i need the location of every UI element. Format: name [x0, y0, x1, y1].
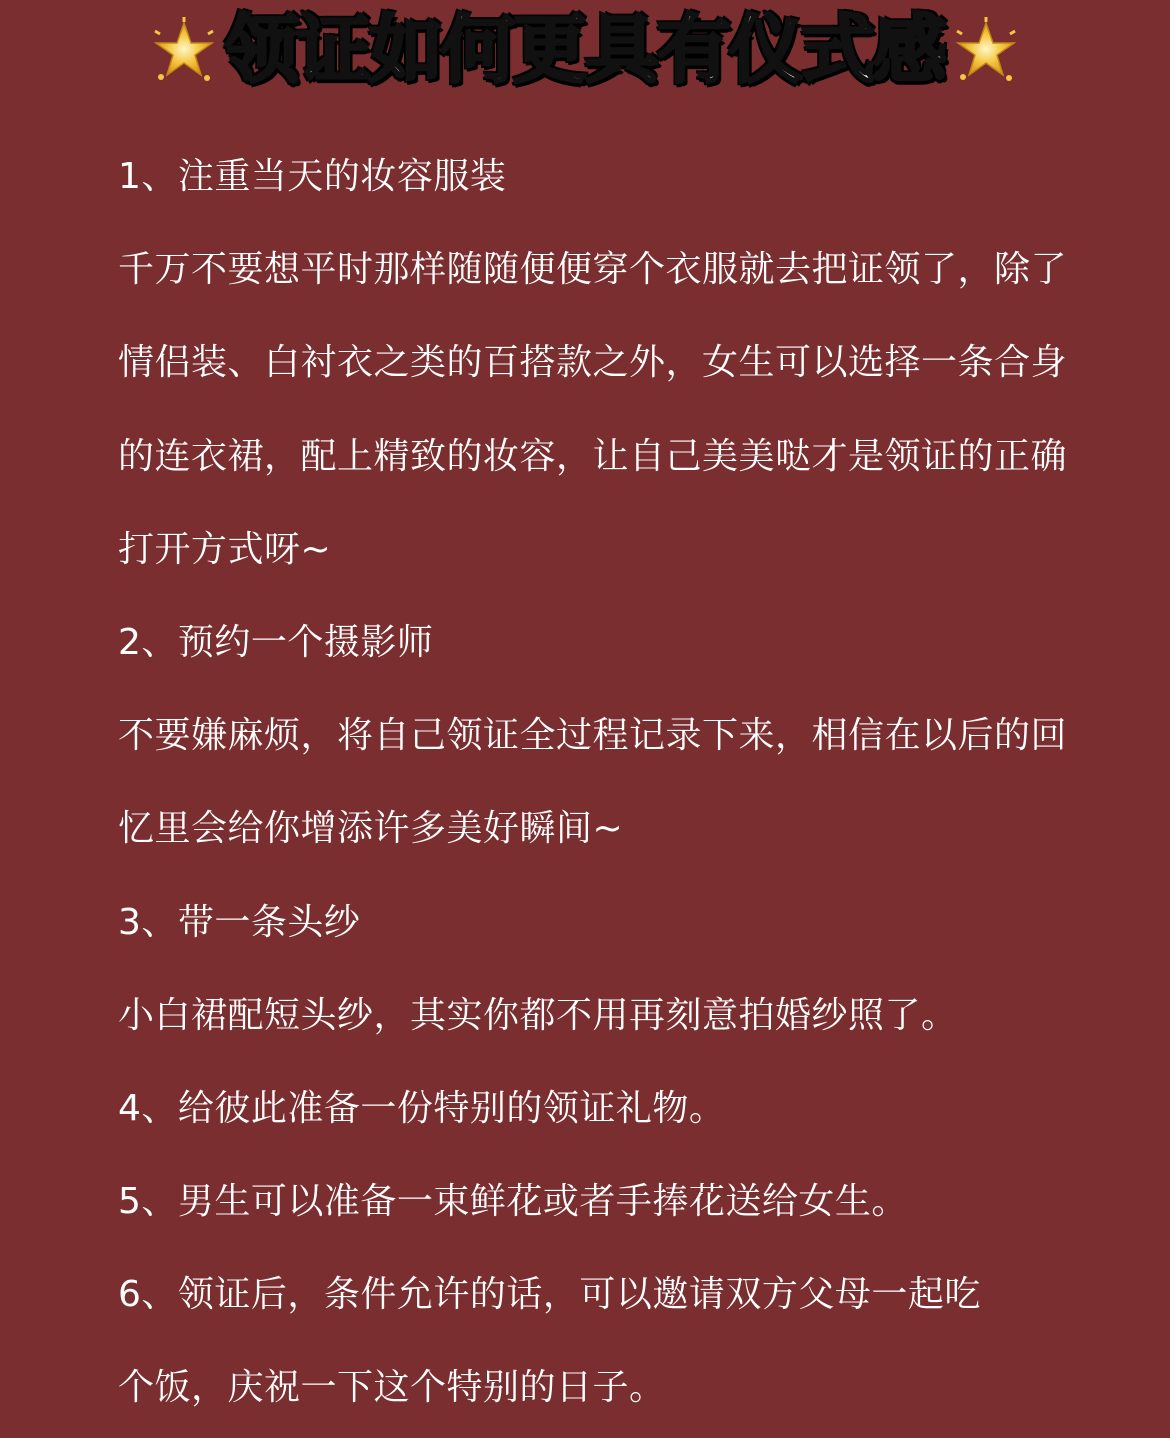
- paragraph-line: 不要嫌麻烦，将自己领证全过程记录下来，相信在以后的回: [118, 715, 1068, 757]
- paragraph-line: 情侣装、白衬衣之类的百搭款之外，女生可以选择一条合身: [118, 342, 1068, 384]
- paragraph-line: 的连衣裙，配上精致的妆容，让自己美美哒才是领证的正确: [118, 435, 1068, 477]
- paragraph-line: 千万不要想平时那样随随便便穿个衣服就去把证领了，除了: [118, 249, 1068, 291]
- heading-1: 1、注重当天的妆容服装: [118, 156, 507, 197]
- heading-3: 3、带一条头纱: [118, 901, 361, 943]
- paragraph-line: 个饭，庆祝一下这个特别的日子。: [118, 1367, 666, 1409]
- glowing-star-icon: [151, 17, 217, 83]
- paragraph-line: 打开方式呀~: [118, 528, 332, 570]
- item-6: 6、领证后，条件允许的话，可以邀请双方父母一起吃: [118, 1274, 981, 1316]
- article-body: [118, 130, 1138, 1435]
- item-5: 5、男生可以准备一束鲜花或者手捧花送给女生。: [118, 1181, 908, 1223]
- glowing-star-icon: [953, 17, 1019, 83]
- paragraph-line: 忆里会给你增添许多美好瞬间~: [118, 808, 624, 850]
- page-title: 领证如何更具有仪式感: [225, 7, 945, 93]
- paragraph-line: 小白裙配短头纱，其实你都不用再刻意拍婚纱照了。: [118, 994, 958, 1036]
- heading-2: 2、预约一个摄影师: [118, 621, 434, 663]
- item-4: 4、给彼此准备一份特别的领证礼物。: [118, 1087, 726, 1129]
- title-row: [0, 0, 1170, 100]
